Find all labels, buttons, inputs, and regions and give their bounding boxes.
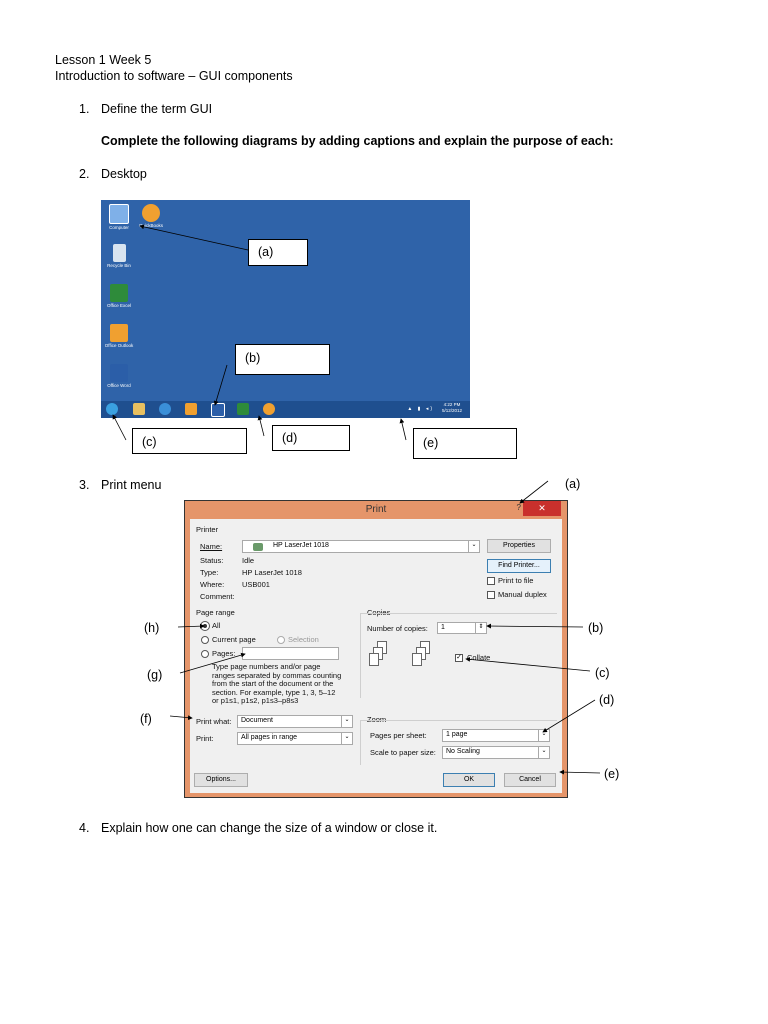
- question-3: Print menu: [101, 478, 162, 492]
- arrow-print-d: [543, 700, 595, 732]
- print-caption-e: (e): [604, 767, 620, 781]
- arrow-print-g: [180, 654, 245, 673]
- manual-duplex-label: Manual duplex: [498, 590, 547, 599]
- question-number: 1.: [79, 102, 90, 116]
- find-printer-button: Find Printer...: [487, 559, 551, 573]
- print-label: Print:: [196, 734, 214, 743]
- question-1: Define the term GUI: [101, 102, 213, 116]
- computer-icon: Computer: [104, 204, 134, 230]
- print-caption-b: (b): [588, 621, 604, 635]
- chevron-down-icon: ⌄: [538, 747, 549, 758]
- arrow-print-f: [170, 716, 192, 718]
- recycle-bin-icon: Recycle Bin: [104, 244, 134, 268]
- help-icon: ?: [516, 503, 521, 512]
- chevron-down-icon: ⌄: [341, 733, 352, 744]
- cancel-button: Cancel: [504, 773, 556, 787]
- lesson-subtitle: Introduction to software – GUI components: [55, 69, 293, 83]
- page-range-group-label: Page range: [196, 608, 235, 617]
- caption-box-e: (e): [413, 428, 517, 459]
- dialog-title: Print: [365, 504, 387, 515]
- comment-label: Comment:: [200, 592, 235, 601]
- pages-per-sheet-select: 1 page ⌄: [442, 729, 550, 742]
- caption-box-d: (d): [272, 425, 350, 451]
- caption-box-a: (a): [248, 239, 308, 266]
- print-caption-f: (f): [140, 712, 152, 726]
- ok-button: OK: [443, 773, 495, 787]
- printer-group-label: Printer: [196, 525, 219, 534]
- properties-button: Properties: [487, 539, 551, 553]
- question-4: Explain how one can change the size of a window or close it.: [101, 821, 438, 835]
- type-value: HP LaserJet 1018: [242, 568, 302, 577]
- print-select: All pages in range ⌄: [237, 732, 353, 745]
- options-button: Options...: [194, 773, 248, 787]
- copies-group-label: Copies: [367, 608, 391, 617]
- arrow-b: [215, 365, 227, 405]
- word-icon: Office Word: [104, 364, 134, 388]
- quickbooks-icon: QuickBooks: [136, 204, 166, 228]
- print-caption-h: (h): [144, 621, 160, 635]
- pages-label: Pages:: [212, 649, 236, 658]
- chevron-down-icon: ⌄: [538, 730, 549, 741]
- pages-help-text: Type page numbers and/or page ranges separated by commas counting from the start of the document or the section. For example, type 1, 3, 5–12 or p1s1, p1s2, p1s3–p8s3: [212, 662, 342, 706]
- zoom-group-label: Zoom: [367, 715, 387, 724]
- printer-name-select: HP LaserJet 1018 ⌄: [242, 540, 480, 553]
- print-caption-d: (d): [599, 693, 615, 707]
- print-caption-c: (c): [595, 666, 610, 680]
- where-label: Where:: [200, 580, 225, 589]
- current-page-label: Current page: [212, 635, 256, 644]
- selection-label: Selection: [288, 635, 319, 644]
- instruction-text: Complete the following diagrams by adding captions and explain the purpose of each:: [101, 134, 614, 148]
- arrow-e: [401, 419, 406, 440]
- spinner-arrows-icon: ⇕: [475, 623, 486, 633]
- number-of-copies-label: Number of copies:: [367, 624, 428, 633]
- taskbar-clock: 4:22 PM 5/12/2012: [441, 402, 462, 413]
- scale-label: Scale to paper size:: [370, 748, 436, 757]
- system-tray-icons: ▲ ▮ ◂): [407, 406, 434, 412]
- arrow-d: [259, 416, 264, 436]
- print-to-file-label: Print to file: [498, 576, 534, 585]
- collate-checkbox: ✓: [456, 654, 462, 661]
- pages-per-sheet-label: Pages per sheet:: [370, 731, 427, 740]
- print-caption-g: (g): [147, 668, 163, 682]
- question-number: 3.: [79, 478, 90, 492]
- arrow-print-e: [560, 772, 600, 773]
- question-number: 2.: [79, 167, 90, 181]
- status-value: Idle: [242, 556, 255, 565]
- status-label: Status:: [200, 556, 224, 565]
- lesson-title: Lesson 1 Week 5: [55, 53, 152, 67]
- chevron-down-icon: ⌄: [341, 716, 352, 727]
- all-label: All: [212, 621, 221, 630]
- excel-icon: Office Excel: [104, 284, 134, 308]
- question-number: 4.: [79, 821, 90, 835]
- outlook-icon: Office Outlook: [104, 324, 134, 348]
- chevron-down-icon: ⌄: [468, 541, 479, 552]
- copies-spinner: 1 ⇕: [437, 622, 487, 634]
- collate-label: Collate: [467, 653, 491, 662]
- caption-box-c: (c): [132, 428, 247, 454]
- arrow-c: [113, 415, 126, 440]
- question-2: Desktop: [101, 167, 147, 181]
- name-label: Name:: [200, 542, 223, 551]
- where-value: USB001: [242, 580, 270, 589]
- caption-box-b: (b): [235, 344, 330, 375]
- scale-select: No Scaling ⌄: [442, 746, 550, 759]
- arrow-a: [140, 226, 248, 250]
- print-what-select: Document ⌄: [237, 715, 353, 728]
- close-icon: ✕: [523, 501, 561, 516]
- arrow-print-c: [466, 659, 590, 671]
- arrow-print-a: [520, 481, 548, 503]
- type-label: Type:: [200, 568, 219, 577]
- print-caption-a: (a): [565, 477, 581, 491]
- arrow-print-b: [487, 626, 583, 627]
- print-what-label: Print what:: [196, 717, 232, 726]
- arrow-print-h: [178, 626, 204, 627]
